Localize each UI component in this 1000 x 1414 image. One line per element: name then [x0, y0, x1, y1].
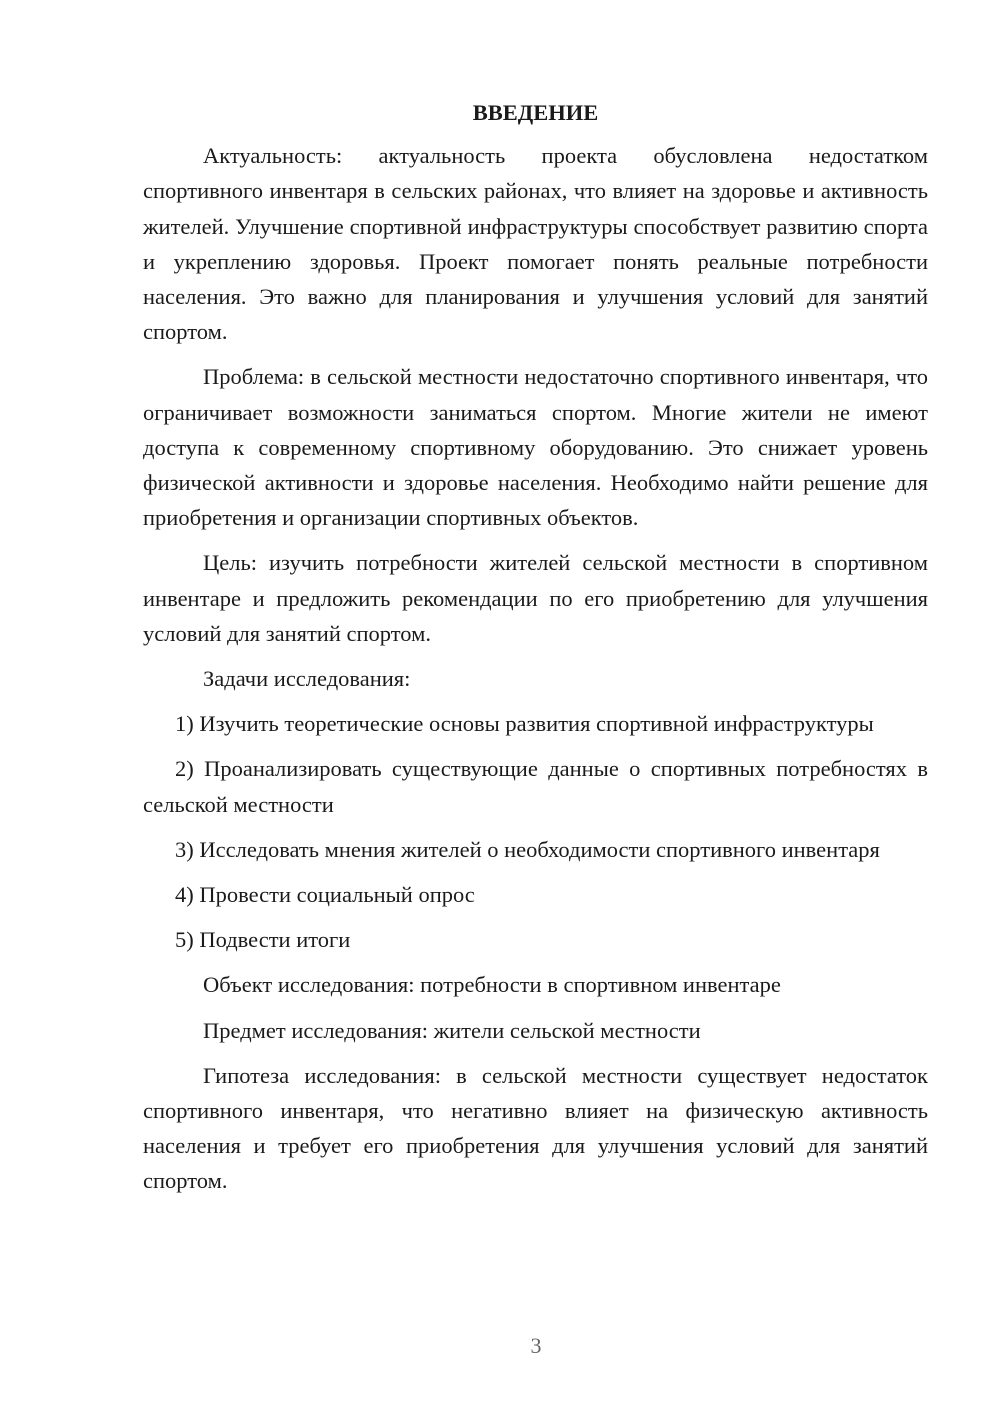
task-item-4: 4) Провести социальный опрос [175, 882, 475, 908]
page-content [143, 95, 928, 1209]
page-number: 3 [530, 1333, 542, 1358]
task-item-2: 2) Проанализировать существующие данные о спортивных потребностях в сельской местности [143, 756, 928, 817]
task-item-3: 3) Исследовать мнения жителей о необходимости спортивного инвентаря [175, 836, 880, 862]
tasks-heading: Задачи исследования: [203, 666, 411, 692]
task-item-1: 1) Изучить теоретические основы развития спортивной инфраструктуры [175, 711, 874, 737]
task-item-5: 5) Подвести итоги [175, 927, 351, 953]
relevance-paragraph: Актуальность: актуальность проекта обусловлена недостатком спортивного инвентаря в сельских районах, что влияет на здоровье и активность жителей. Улучшение спортивной инфраструктуры способствует развитию спорта и укреплению здоровья. Проект помогает понять реальные потребности населения. Это важно для планирования и улучшения условий для занятий спортом. [143, 143, 928, 345]
section-title: ВВЕДЕНИЕ [472, 100, 599, 125]
problem-paragraph: Проблема: в сельской местности недостаточно спортивного инвентаря, что ограничивает возможности заниматься спортом. Многие жители не имеют доступа к современному спортивному оборудованию. Это снижает уровень физической активности и здоровье населения. Необходимо найти решение для приобретения и организации спортивных объектов. [143, 364, 928, 531]
research-subject: Предмет исследования: жители сельской местности [203, 1017, 701, 1043]
goal-paragraph: Цель: изучить потребности жителей сельской местности в спортивном инвентаре и предложить рекомендации по его приобретению для улучшения условий для занятий спортом. [143, 550, 928, 646]
research-object: Объект исследования: потребности в спортивном инвентаре [203, 972, 781, 998]
hypothesis-paragraph: Гипотеза исследования: в сельской местности существует недостаток спортивного инвентаря, что негативно влияет на физическую активность населения и требует его приобретения для улучшения условий для занятий спортом. [143, 1062, 928, 1194]
